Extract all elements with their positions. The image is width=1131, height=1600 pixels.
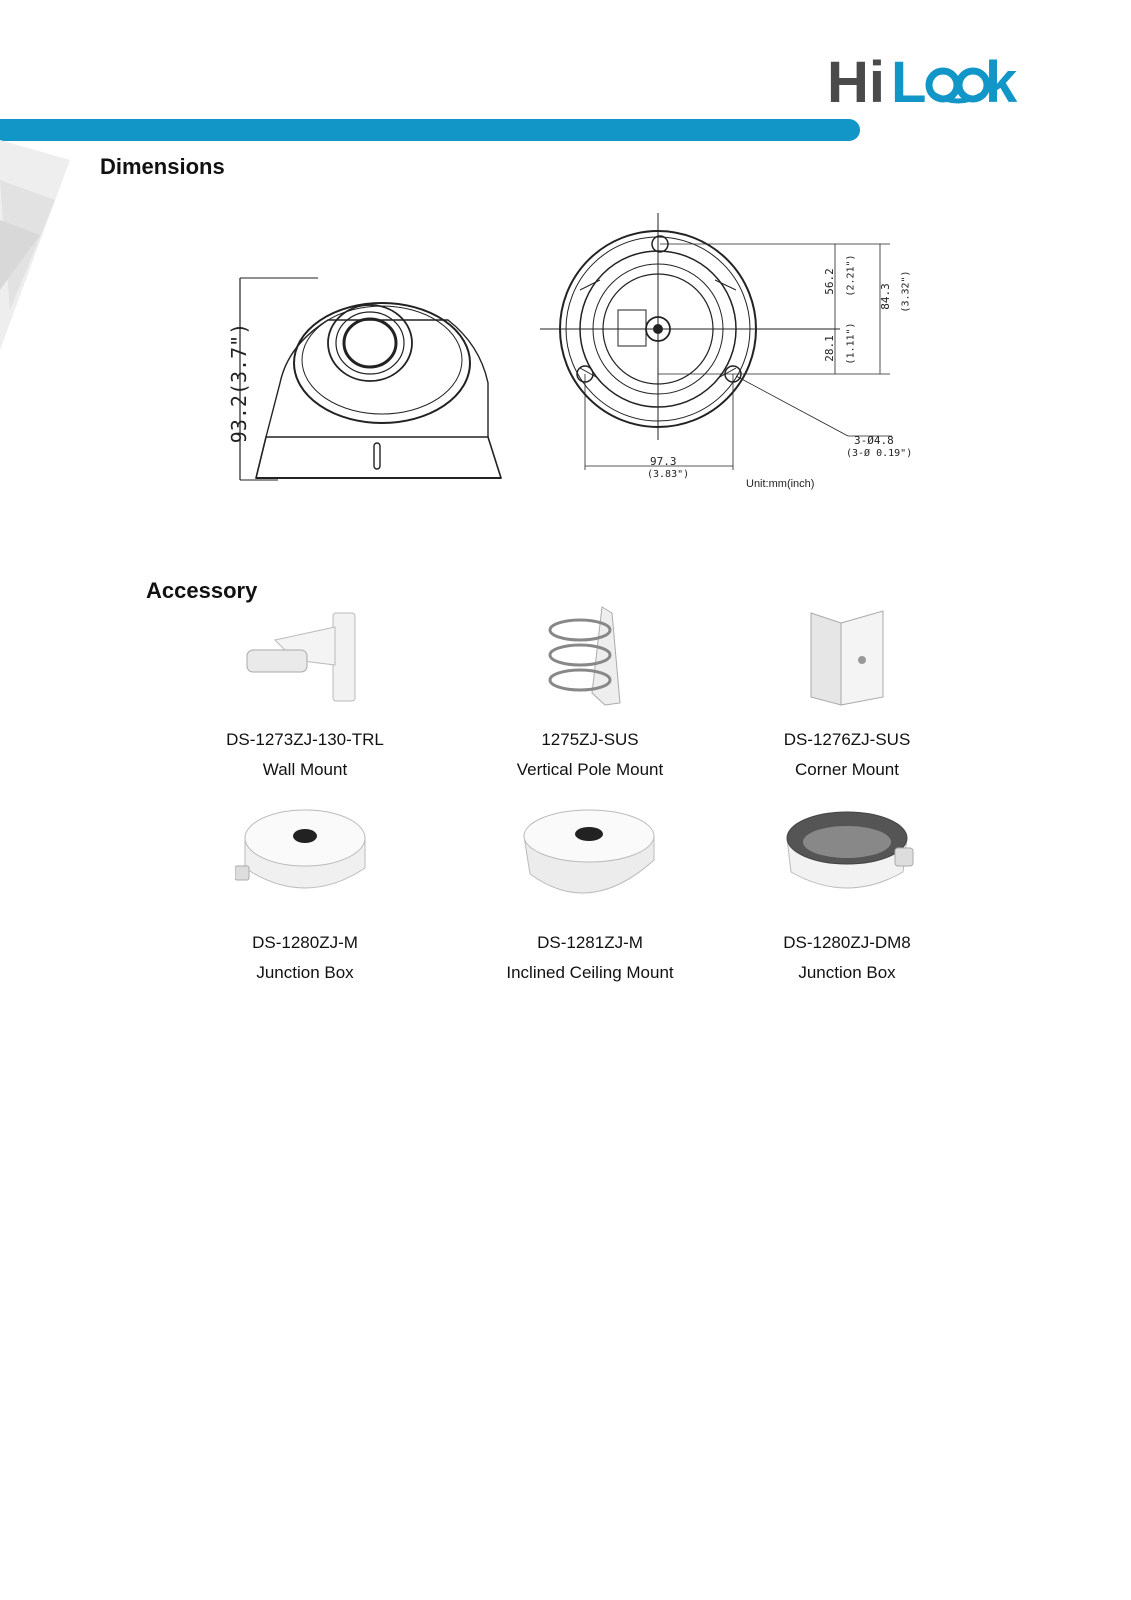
logo-smile xyxy=(933,94,983,101)
accessory-name: Inclined Ceiling Mount xyxy=(506,963,674,982)
accessory-model: DS-1280ZJ-DM8 xyxy=(783,933,911,952)
accessory-name: Junction Box xyxy=(798,963,896,982)
accessory-item xyxy=(180,808,430,988)
height-dimension-label: 93.2(3.7") xyxy=(227,322,251,444)
header-bar xyxy=(0,119,860,141)
dimension-56-label: 56.2 xyxy=(822,268,836,295)
accessory-item xyxy=(465,808,715,988)
accessory-model: 1275ZJ-SUS xyxy=(541,730,639,749)
unit-label: Unit:mm(inch) xyxy=(746,478,815,490)
dimension-97-label: 97.3 xyxy=(650,455,677,468)
hilook-logo xyxy=(827,50,1017,112)
logo-text-k: k xyxy=(985,50,1017,112)
accessory-name: Junction Box xyxy=(256,963,354,982)
accessory-item xyxy=(465,605,715,785)
dimension-84-inch-label: (3.32") xyxy=(900,270,912,313)
accessory-model: DS-1276ZJ-SUS xyxy=(783,730,911,749)
dimension-97-inch-label: (3.83") xyxy=(647,469,690,480)
dimension-28-inch-label: (1.11") xyxy=(845,322,857,365)
hole-dimension-label: 3-Ø4.8 xyxy=(854,434,894,447)
accessory-item xyxy=(180,605,430,785)
accessory-item xyxy=(722,808,972,988)
inclined-ceiling-mount-icon xyxy=(520,808,660,918)
dimensions-title: Dimensions xyxy=(100,154,225,179)
accessory-model: DS-1281ZJ-M xyxy=(537,933,643,952)
corner-mount-icon xyxy=(777,605,917,715)
junction-box-deep-icon xyxy=(777,808,917,918)
camera-side-view-drawing xyxy=(218,275,518,495)
dimension-56-inch-label: (2.21") xyxy=(845,254,857,297)
accessory-model: DS-1273ZJ-130-TRL xyxy=(226,730,384,749)
accessory-name: Wall Mount xyxy=(262,760,348,779)
logo-text-hi: Hi xyxy=(827,50,885,112)
wall-mount-icon xyxy=(235,605,375,715)
accessory-model: DS-1280ZJ-M xyxy=(252,933,358,952)
dimension-84-label: 84.3 xyxy=(878,283,892,310)
dimension-28-label: 28.1 xyxy=(822,335,836,362)
accessory-title: Accessory xyxy=(146,578,258,603)
hole-dimension-inch-label: (3-Ø 0.19") xyxy=(846,448,913,459)
corner-decoration xyxy=(0,140,80,360)
pole-mount-icon xyxy=(520,605,660,715)
accessory-item xyxy=(722,605,972,785)
accessory-name: Vertical Pole Mount xyxy=(516,760,664,779)
camera-bottom-view-drawing xyxy=(540,210,940,510)
logo-text-l: L xyxy=(891,50,927,112)
junction-box-icon xyxy=(235,808,375,918)
accessory-name: Corner Mount xyxy=(795,760,899,779)
